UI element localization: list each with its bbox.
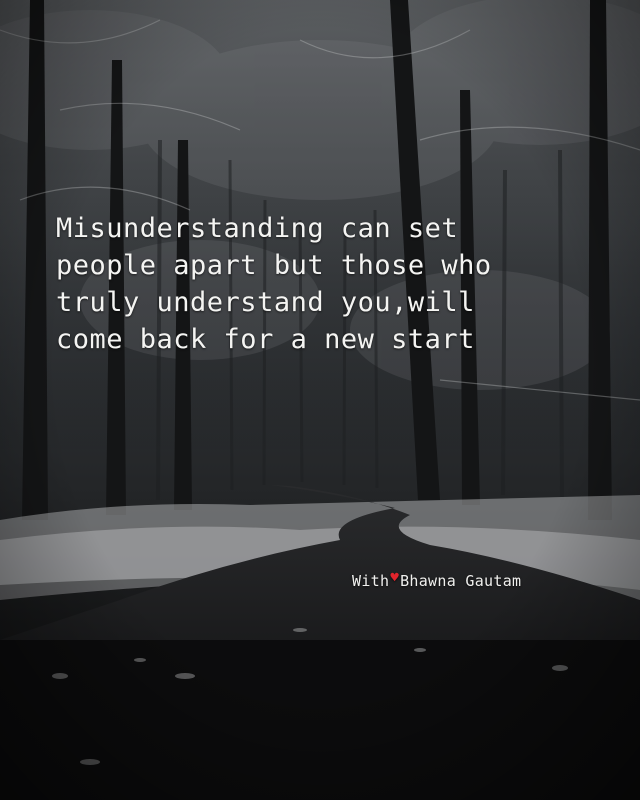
credit-prefix: With [352, 572, 390, 590]
author-credit [352, 572, 612, 590]
quote-line: people apart but those who [56, 250, 492, 281]
quote-text [56, 210, 616, 358]
credit-name: Bhawna Gautam [400, 572, 522, 590]
quote-line: come back for a new start [56, 324, 475, 355]
heart-icon: ♥ [390, 570, 400, 586]
quote-line: truly understand you,will [56, 287, 475, 318]
quote-line: Misunderstanding can set [56, 213, 459, 244]
